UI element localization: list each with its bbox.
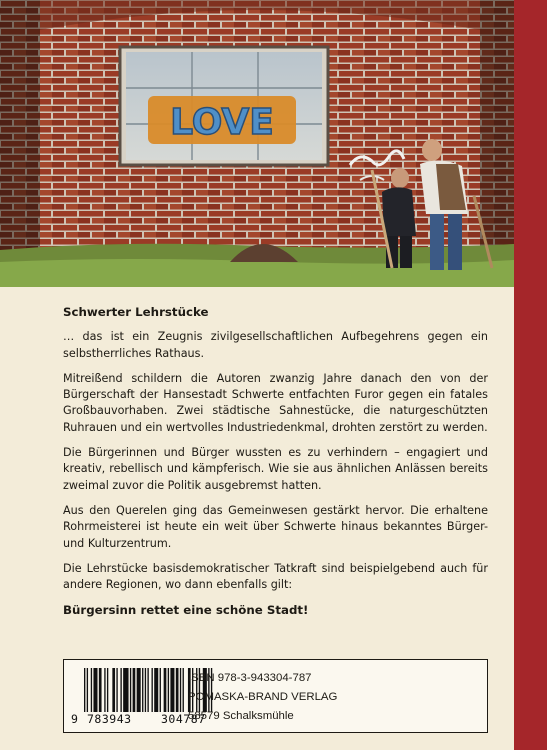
blurb-paragraph-5: Die Lehrstücke basisdemokratischer Tatkraft sind beispielgebend auch für andere Regionen, wo dann ebenfalls gilt: [63,561,488,592]
graffiti-text: LOVE [170,102,274,143]
blurb-paragraph-4: Aus den Querelen ging das Gemeinwesen gestärkt hervor. Die erhaltene Rohrmeisterei ist heute ein weit über Schwerte hinaus bekanntes Bürger- und Kulturzentrum. [63,503,488,550]
blurb-closing-line: Bürgersinn rettet eine schöne Stadt! [63,603,309,618]
publisher-info [188,669,337,726]
blurb-paragraph-3: Die Bürgerinnen und Bürger wussten es zu verhindern – engagiert und kreativ, rebellisch und kämpferisch. Wie sie aus ähnlichen Anlässen bereits zweimal zuvor die Politik ausgebremst hatten. [63,446,488,492]
blurb-paragraph-1: … das ist ein Zeugnis zivilgesellschaftlichen Aufbegehrens gegen ein selbstherrliches Rathaus. [63,330,488,360]
back-cover-text [63,304,488,628]
isbn-box [63,659,488,733]
barcode-digits-left: 783943 [87,712,132,726]
barcode-digits-right: 304787 [161,712,206,726]
isbn-text: ISBN 978-3-943304-787 [188,672,312,684]
red-spine-strip [514,0,547,750]
publisher-name: POMASKA-BRAND VERLAG [188,691,338,703]
blurb-title: Schwerter Lehrstücke [63,305,209,319]
barcode-first-digit: 9 [71,712,79,726]
publisher-city: 58579 Schalksmühle [188,710,294,722]
blurb-paragraph-2: Mitreißend schildern die Autoren zwanzig Jahre danach den von der Bürgerschaft der Hansestadt Schwerte entfachten Furor gegen ein fatales Großbauvorhaben. Zwei städtische Sahnestücke, die naturgeschützten Ruhrauen und ein wertvolles Industriedenkmal, drohten zerstört zu werden. [63,371,488,434]
cover-photo [0,0,514,287]
